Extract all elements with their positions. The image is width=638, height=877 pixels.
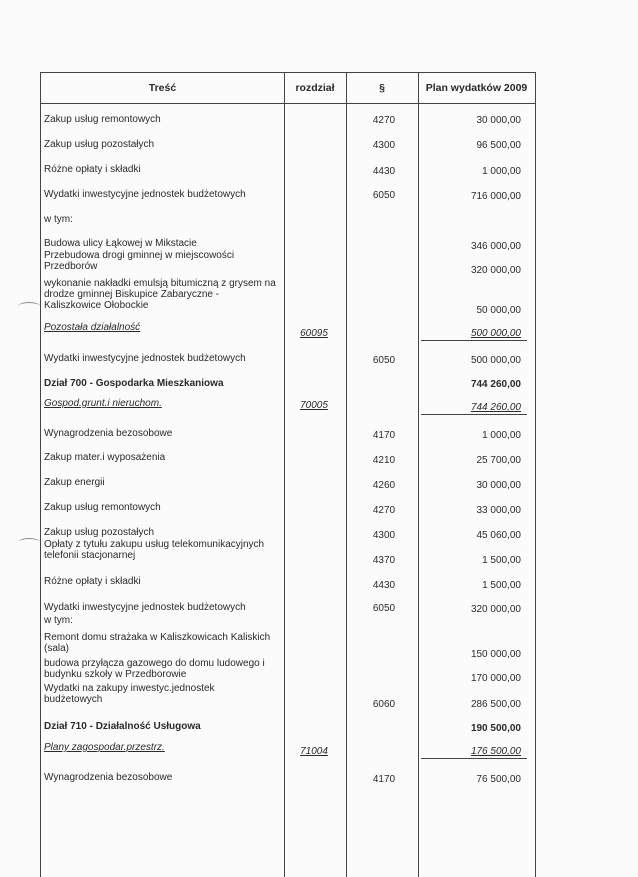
row-amount: 150 000,00 bbox=[470, 649, 521, 660]
row-desc: Zakup usług remontowych bbox=[44, 114, 161, 125]
row-desc: Dział 700 - Gospodarka Mieszkaniowa bbox=[44, 378, 224, 389]
header-tresc: Treść bbox=[148, 82, 177, 94]
row-amount: 76 500,00 bbox=[476, 774, 521, 785]
row-desc: Pozostała działalność bbox=[44, 322, 141, 333]
row-amount: 190 500,00 bbox=[470, 723, 521, 734]
row-paragraf: 6050 bbox=[372, 603, 396, 614]
row-amount: 1 500,00 bbox=[482, 555, 521, 566]
row-amount: 50 000,00 bbox=[476, 305, 521, 316]
row-desc: Różne opłaty i składki bbox=[44, 164, 141, 175]
header-paragraf: § bbox=[379, 82, 385, 94]
table-header bbox=[41, 72, 535, 104]
row-desc: Wynagrodzenia bezosobowe bbox=[44, 428, 173, 439]
row-desc: w tym: bbox=[44, 214, 73, 225]
punch-hole-mark bbox=[18, 538, 40, 547]
row-amount: 170 000,00 bbox=[470, 673, 521, 684]
row-desc: Wydatki na zakupy inwestyc.jednostek budżetowych bbox=[44, 683, 215, 705]
row-paragraf: 6060 bbox=[372, 699, 396, 710]
row-amount: 286 500,00 bbox=[470, 699, 521, 710]
row-amount: 744 260,00 bbox=[470, 402, 521, 413]
row-amount: 320 000,00 bbox=[470, 604, 521, 615]
row-desc: budowa przyłącza gazowego do domu ludowego i budynku szkoły w Przedborowie bbox=[44, 658, 265, 680]
row-amount: 96 500,00 bbox=[476, 140, 521, 151]
sum-underline bbox=[421, 340, 527, 341]
row-desc: Remont domu strażaka w Kaliszkowicach Kaliskich (sala) bbox=[44, 632, 271, 654]
row-amount: 25 700,00 bbox=[476, 455, 521, 466]
row-desc: Zakup usług pozostałych bbox=[44, 139, 155, 150]
row-paragraf: 4300 bbox=[372, 530, 396, 541]
row-paragraf: 4170 bbox=[372, 430, 396, 441]
row-paragraf: 4370 bbox=[372, 555, 396, 566]
row-paragraf: 4170 bbox=[372, 774, 396, 785]
row-amount: 30 000,00 bbox=[476, 115, 521, 126]
row-desc: Różne opłaty i składki bbox=[44, 576, 141, 587]
row-amount: 33 000,00 bbox=[476, 505, 521, 516]
sum-underline bbox=[421, 414, 527, 415]
row-desc: Zakup mater.i wyposażenia bbox=[44, 452, 166, 463]
row-rozdzial: 70005 bbox=[300, 400, 328, 411]
row-desc: Zakup energii bbox=[44, 477, 105, 488]
column-divider bbox=[346, 72, 347, 877]
row-paragraf: 6050 bbox=[372, 355, 396, 366]
row-amount: 45 060,00 bbox=[476, 530, 521, 541]
row-desc: Plany zagospodar.przestrz. bbox=[44, 742, 165, 753]
header-rozdzial: rozdział bbox=[295, 82, 335, 94]
row-amount: 500 000,00 bbox=[470, 355, 521, 366]
budget-table bbox=[40, 72, 536, 877]
row-desc: wykonanie nakładki emulsją bitumiczną z grysem na drodze gminnej Biskupice Zabaryczne - Kaliszkowice Ołobockie bbox=[44, 278, 276, 311]
row-paragraf: 4260 bbox=[372, 480, 396, 491]
row-amount: 744 260,00 bbox=[470, 379, 521, 390]
row-amount: 1 000,00 bbox=[482, 430, 521, 441]
row-desc: Przebudowa drogi gminnej w miejscowości Przedborów bbox=[44, 250, 235, 272]
column-divider bbox=[418, 72, 419, 877]
row-desc: Wynagrodzenia bezosobowe bbox=[44, 772, 173, 783]
row-paragraf: 4270 bbox=[372, 505, 396, 516]
row-amount: 346 000,00 bbox=[470, 241, 521, 252]
row-amount: 1 000,00 bbox=[482, 166, 521, 177]
row-desc: Dział 710 - Działalność Usługowa bbox=[44, 721, 201, 732]
row-desc: Wydatki inwestycyjne jednostek budżetowych bbox=[44, 602, 246, 613]
row-paragraf: 4300 bbox=[372, 140, 396, 151]
punch-hole-mark bbox=[18, 302, 40, 311]
sum-underline bbox=[421, 758, 527, 759]
row-amount: 320 000,00 bbox=[470, 265, 521, 276]
row-desc: Gospod.grunt.i nieruchom. bbox=[44, 398, 162, 409]
row-desc: w tym: bbox=[44, 615, 73, 626]
row-amount: 1 500,00 bbox=[482, 580, 521, 591]
row-desc: Wydatki inwestycyjne jednostek budżetowych bbox=[44, 353, 246, 364]
row-amount: 500 000,00 bbox=[470, 328, 521, 339]
header-plan: Plan wydatków 2009 bbox=[425, 82, 528, 94]
row-desc: Zakup usług remontowych bbox=[44, 502, 161, 513]
row-amount: 716 000,00 bbox=[470, 191, 521, 202]
row-amount: 176 500,00 bbox=[470, 746, 521, 757]
row-desc: Opłaty z tytułu zakupu usług telekomunikacyjnych telefonii stacjonarnej bbox=[44, 539, 265, 561]
column-divider bbox=[284, 72, 285, 877]
row-rozdzial: 60095 bbox=[300, 328, 328, 339]
row-paragraf: 4430 bbox=[372, 166, 396, 177]
row-desc: Zakup usług pozostałych bbox=[44, 527, 155, 538]
row-amount: 30 000,00 bbox=[476, 480, 521, 491]
row-desc: Budowa ulicy Łąkowej w Mikstacie bbox=[44, 238, 197, 249]
row-paragraf: 4270 bbox=[372, 115, 396, 126]
row-paragraf: 4210 bbox=[372, 455, 396, 466]
row-desc: Wydatki inwestycyjne jednostek budżetowych bbox=[44, 189, 246, 200]
row-paragraf: 6050 bbox=[372, 190, 396, 201]
row-rozdzial: 71004 bbox=[300, 746, 328, 757]
row-paragraf: 4430 bbox=[372, 580, 396, 591]
